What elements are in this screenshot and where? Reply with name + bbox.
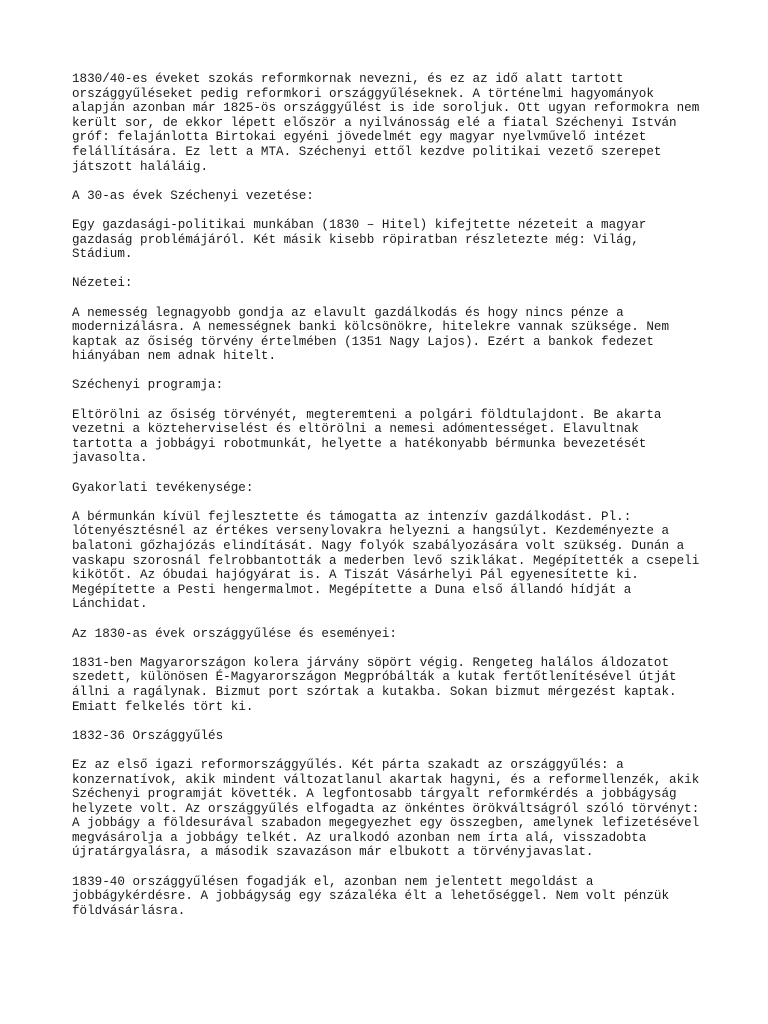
paragraph (72, 276, 712, 291)
text-line: kaptak az ősiség törvény értelmében (1351 Nagy Lajos). Ezért a bankok fedezet (72, 334, 654, 349)
text-line: konzernatívok, akik mindent változatlanul akartak hagyni, és a reformellenzék, akik (72, 772, 700, 787)
paragraph (72, 218, 712, 262)
text-line: lótenyésztésnél az értékes versenylovakra helyezni a hangsúlyt. Kezdeményezte a (72, 524, 670, 539)
text-line: alapján azonban már 1825-ös országgyűlést is ide soroljuk. Ott ugyan reformokra nem (72, 101, 700, 116)
paragraph (72, 875, 712, 919)
text-line: hiányában nem adnak hitelt. (72, 349, 277, 364)
paragraph (72, 378, 712, 393)
text-line: A nemesség legnagyobb gondja az elavult gazdálkodás és hogy nincs pénze a (72, 305, 624, 320)
text-line: felállítására. Ez lett a MTA. Széchenyi ettől kezdve politikai vezető szerepet (72, 144, 662, 159)
text-line: Az 1830-as évek országgyűlése és eseményei: (72, 626, 397, 641)
paragraph (72, 729, 712, 744)
text-line: modernizálásra. A nemességnek banki kölcsönökre, hitelekre vannak szüksége. Nem (72, 320, 670, 335)
text-line: 1839-40 országgyűlésen fogadják el, azonban nem jelentett megoldást a (72, 874, 594, 889)
text-line: megvásárolja a jobbágy telkét. Az uralkodó azonban nem írta alá, visszadobta (72, 830, 647, 845)
paragraph (72, 510, 712, 612)
text-line: Egy gazdasági-politikai munkában (1830 – Hitel) kifejtette nézeteit a magyar (72, 217, 647, 232)
text-line: kikötőt. Az óbudai hajógyárat is. A Tiszát Vásárhelyi Pál egyenesítette ki. (72, 568, 639, 583)
paragraph (72, 656, 712, 714)
text-line: Széchenyi programja: (72, 378, 224, 393)
text-line: Nézetei: (72, 276, 133, 291)
text-line: Megépítette a Pesti hengermalmot. Megépítette a Duna első állandó hídját a (72, 582, 632, 597)
text-line: állni a ragálynak. Bizmut port szórtak a kutakba. Sokan bizmut mérgezést kaptak. (72, 684, 677, 699)
text-line: A 30-as évek Széchenyi vezetése: (72, 188, 314, 203)
text-line: 1832-36 Országgyűlés (72, 728, 224, 743)
paragraph (72, 408, 712, 466)
text-line: 1831-ben Magyarországon kolera járvány söpört végig. Rengeteg halálos áldozatot (72, 655, 670, 670)
text-line: Eltörölni az ősiség törvényét, megteremteni a polgári földtulajdont. Be akarta (72, 407, 662, 422)
text-line: Széchenyi programját követték. A legfontosabb tárgyalt reformkérdés a jobbágyság (72, 787, 677, 802)
text-line: vezetni a közteherviselést és eltörölni a nemesi adómentességet. Elavultnak (72, 422, 639, 437)
paragraph (72, 189, 712, 204)
text-line: Emiatt felkelés tört ki. (72, 699, 254, 714)
text-line: országgyűléseket pedig reformkori országgyűléseknek. A történelmi hagyományok (72, 86, 654, 101)
text-line: jobbágykérdésre. A jobbágyság egy százaléka élt a lehetőséggel. Nem volt pénzük (72, 889, 670, 904)
text-line: gazdaság problémájáról. Két másik kisebb röpiratban részletezte még: Világ, (72, 232, 639, 247)
text-line: tartotta a jobbágyi robotmunkát, helyette a hatékonyabb bérmunka bevezetését (72, 436, 647, 451)
text-line: javasolta. (72, 451, 148, 466)
paragraph (72, 758, 712, 860)
text-line: balatoni gőzhajózás elindítását. Nagy folyók szabályozására volt szükség. Dunán a (72, 539, 685, 553)
text-line: Stádium. (72, 247, 133, 262)
text-line: A jobbágy a földesurával szabadon megegyezhet egy összegben, amelynek lefizetésével (72, 816, 700, 831)
text-line: újratárgyalásra, a második szavazáson már elbukott a törvényjavaslat. (72, 845, 594, 860)
text-line: vaskapu szorosnál felrobbantották a mederben levő sziklákat. Megépítették a csepeli (72, 553, 700, 568)
paragraph (72, 72, 712, 174)
text-line: szedett, különösen É-Magyarországon Megpróbálták a kutak fertőtlenítésével útját (72, 670, 677, 685)
text-line: Gyakorlati tevékenysége: (72, 480, 254, 495)
text-line: játszott haláláig. (72, 159, 209, 174)
document-page (72, 72, 712, 933)
paragraph (72, 481, 712, 496)
text-line: gróf: felajánlotta Birtokai egyéni jövedelmét egy magyar nyelvművelő intézet (72, 130, 647, 145)
text-line: A bérmunkán kívül fejlesztette és támogatta az intenzív gazdálkodást. Pl.: (72, 509, 632, 524)
text-line: földvásárlásra. (72, 903, 186, 918)
text-line: Ez az első igazi reformországgyűlés. Két párta szakadt az országgyűlés: a (72, 757, 624, 772)
text-line: került sor, de ekkor lépett először a nyilvánosság elé a fiatal Széchenyi István (72, 115, 677, 130)
text-line: Lánchidat. (72, 597, 148, 612)
paragraph (72, 306, 712, 364)
text-line: 1830/40-es éveket szokás reformkornak nevezni, és ez az idő alatt tartott (72, 72, 624, 86)
text-line: helyzete volt. Az országgyűlés elfogadta az önkéntes örökváltságról szóló törvényt: (72, 801, 700, 816)
paragraph (72, 627, 712, 642)
